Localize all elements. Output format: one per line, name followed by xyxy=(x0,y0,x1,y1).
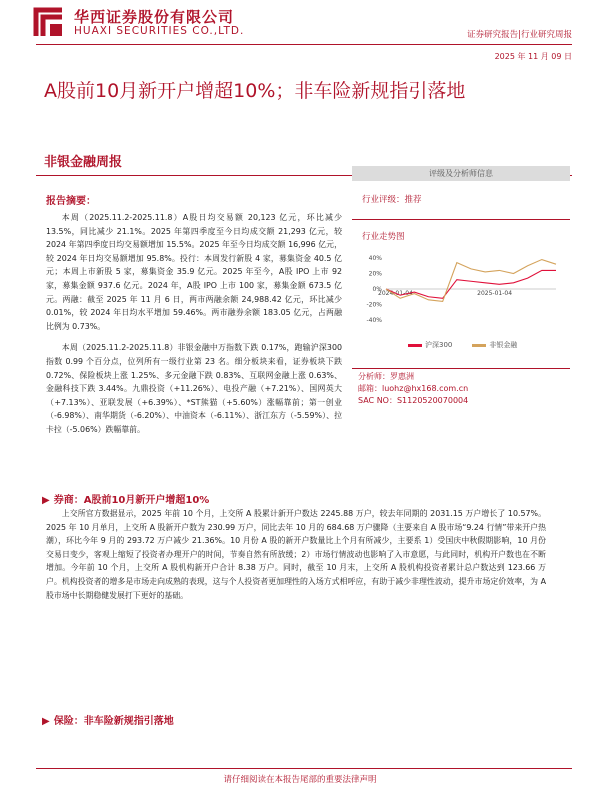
y-tick-label: -40% xyxy=(366,317,382,324)
legend-item-nonbank xyxy=(472,340,517,350)
summary-paragraph-2: 本周（2025.11.2-2025.11.8）非银金融中万指数下跌 0.17%，跑输沪深300 指数 0.99 个百分点，位列所有一级行业第 23 名。细分板块来看，证券板块下跌 0.72%、保险板块上涨 1.25%、多元金融下跌 0.83%、互联网金融上涨 0.63%、金融科技下跌 3.44%。九鼎投资（+11.26%）、电投产融（+7.21%）、国网英大（+7.13%）、亚联发展（+6.39%）、*ST熊猫（+5.60%）涨幅靠前；第一创业（-6.98%）、南华期货（-6.20%）、中油资本（-6.11%）、浙江东方（-5.59%）、拉卡拉（-5.06%）跌幅靠前。 xyxy=(46,343,342,434)
legend-label-hs300: 沪深300 xyxy=(425,341,453,349)
section-insurance-title: 保险：非车险新规指引落地 xyxy=(53,716,174,727)
summary-label: 报告摘要： xyxy=(46,196,96,207)
legend-item-hs300 xyxy=(408,340,452,350)
y-tick-label: 0% xyxy=(372,286,382,293)
page-header xyxy=(0,0,600,50)
chart-legend xyxy=(408,340,570,350)
analyst-divider xyxy=(352,368,570,369)
legend-swatch xyxy=(408,344,422,347)
sidebar-box-title: 评级及分析师信息 xyxy=(352,166,570,181)
legend-swatch xyxy=(472,344,486,347)
y-tick-label: -20% xyxy=(366,301,382,309)
sidebar xyxy=(352,166,570,407)
section-brokerage-body: 上交所官方数据显示，2025 年前 10 个月，上交所 A 股累计新开户数达 2245.88 万户，较去年同期的 2031.15 万户增长了 10.57%。2025 年 10 月单月，上交所 A 股新开户数为 230.99 万户，同比去年 10 月的 684.68 万户骤降（主要来自 A 股市场“9.24 行情”带来开户热潮），环比今年 9 月的 293.72 万户减少 21.36%。10 月份 A 股的新开户数量比上个月有所减少，主要系 1）受国庆中秋假期影响，10 月份交易日变少，客观上缩短了投资者办理开户的时间，节奏自然有所放缓；2）市场行情波动也影响了入市意愿，与此同时，机构开户数也在不断增加。今年前 10 个月，上交所 A 股机构新开户合计 8.38 万户。同时，截至 10 月末，上交所 A 股机构投资者累计总户数达到 123.66 万户。机构投资者的增多是市场走向成熟的表现，这与个人投资者更加理性的入场方式相呼应，有助于减少非理性波动，提升市场定价效率，为 A 股市场中长期稳健发展打下更好的基础。 xyxy=(46,509,546,600)
footer-disclaimer: 请仔细阅读在本报告尾部的重要法律声明 xyxy=(223,775,377,785)
company-name-cn: 华西证券股份有限公司 xyxy=(74,8,235,26)
company-name-en: HUAXI SECURITIES CO.,LTD. xyxy=(74,25,245,37)
report-date: 2025 年 11 月 09 日 xyxy=(494,52,572,61)
trend-chart-svg xyxy=(356,250,566,340)
section-insurance-heading xyxy=(42,712,174,727)
legend-label-nonbank: 非银金融 xyxy=(489,341,518,349)
sidebar-divider xyxy=(352,219,570,220)
analyst-info xyxy=(358,371,570,407)
trend-chart-title: 行业走势图 xyxy=(362,232,405,242)
analyst-email: 邮箱：luohz@hx168.com.cn xyxy=(358,384,469,393)
analyst-sac: SAC NO：S1120520070004 xyxy=(358,396,469,405)
y-tick-label: 20% xyxy=(368,270,382,278)
triangle-bullet-icon: ▶ xyxy=(42,716,50,727)
x-tick-label: 2025-01-04 xyxy=(477,290,513,297)
series-line-1 xyxy=(386,260,556,302)
footer-divider xyxy=(36,768,572,769)
y-tick-label: 40% xyxy=(368,255,382,262)
header-divider xyxy=(36,44,572,45)
summary-column xyxy=(46,182,342,437)
triangle-bullet-icon: ▶ xyxy=(42,495,50,506)
huaxi-logo-icon xyxy=(32,6,66,40)
column-name: 非银金融周报 xyxy=(44,155,123,170)
section-brokerage xyxy=(46,507,546,602)
summary-paragraph-1: 本周（2025.11.2-2025.11.8）A股日均交易额 20,123 亿元，环比减少 13.5%，同比减少 21.1%。2025 年第四季度至今日均成交额 21,293 亿元，较 2024 年第四季度日均交易额增加 15.5%。2025 年至今日均成交额 16,996 亿元，较 2024 年日均交易额增加 95.8%。投行：本周发行新股 4 家，募集资金 40.5 亿元；本周上市新股 5 家，募集资金 35.9 亿元。2025 年至今，A股 IPO 上市 92 家，募集金额 937.6 亿元。2024 年，A股 IPO 上市 100 家，募集金额 673.5 亿元。两融：截至 2025 年 11 月 6 日，两市两融余额 24,988.42 亿元，环比减少 0.01%，较 2024 年日均水平增加 59.46%。两市融券余额 183.05 亿元，占两融比例为 0.73%。 xyxy=(46,213,342,331)
report-title: A股前10月新开户增超10%；非车险新规指引落地 xyxy=(44,80,466,102)
doc-type: 证券研究报告|行业研究周报 xyxy=(467,30,572,40)
trend-chart xyxy=(356,250,566,340)
x-tick-label: 2024-01-04 xyxy=(378,290,413,297)
section-brokerage-title: 券商：A股前10月新开户增超10% xyxy=(53,495,210,506)
analyst-name: 分析师：罗惠洲 xyxy=(358,372,414,381)
industry-rating: 行业评级：推荐 xyxy=(362,195,422,205)
section-brokerage-heading xyxy=(42,491,209,506)
